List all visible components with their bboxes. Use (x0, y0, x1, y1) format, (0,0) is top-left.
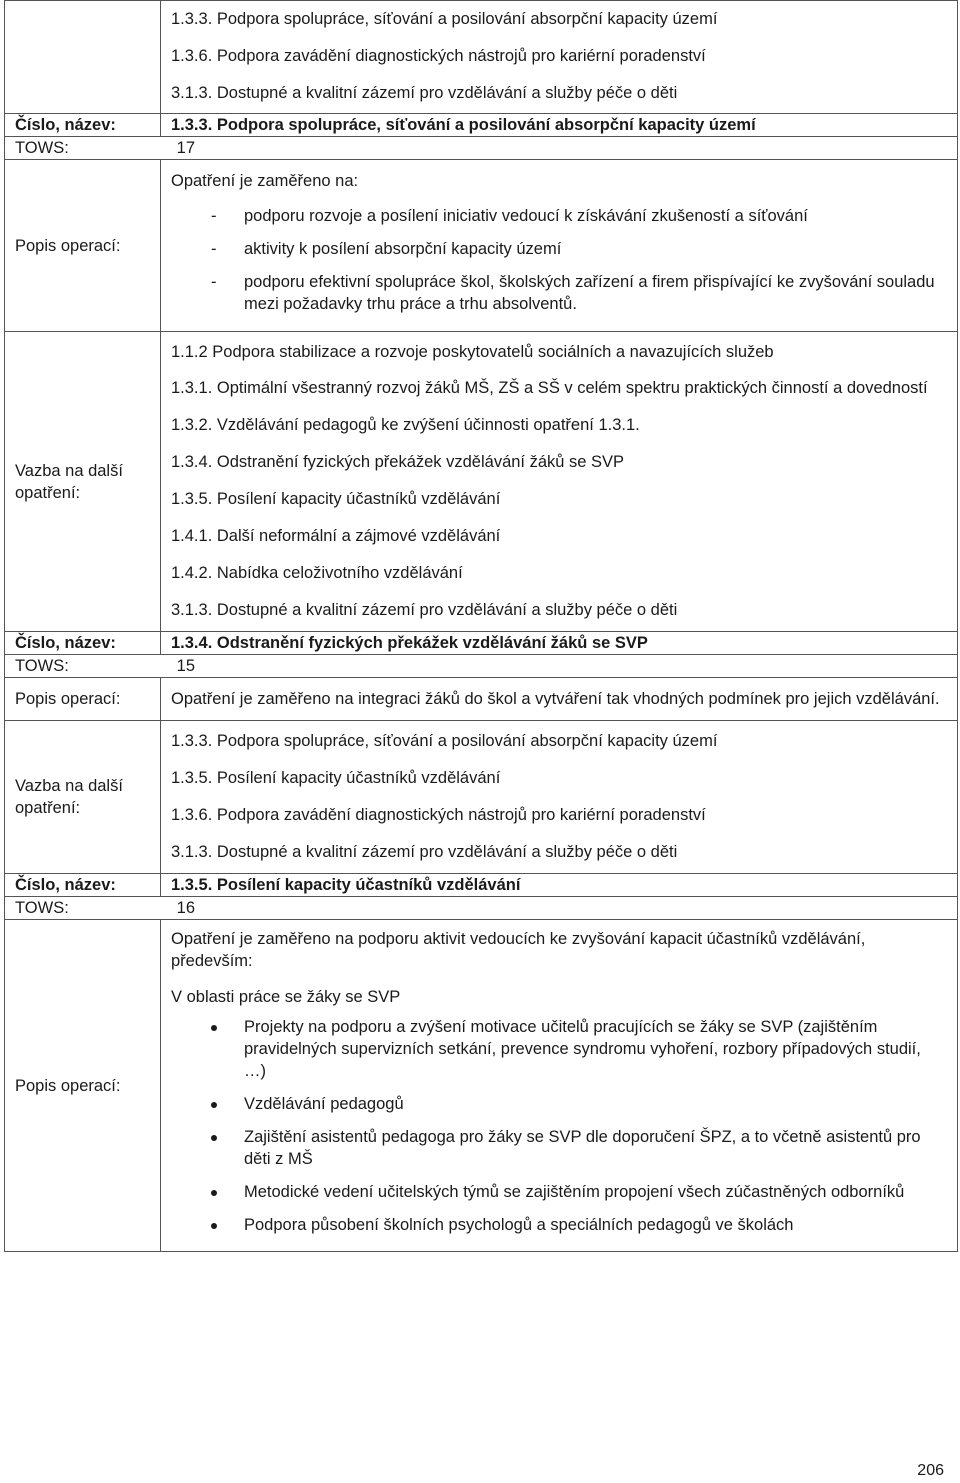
bullet-icon (211, 1102, 217, 1108)
popis-intro: Opatření je zaměřeno na podporu aktivit vedoucích ke zvyšování kapacit účastníků vzdělávání, především: (171, 930, 866, 970)
link-line: 1.3.5. Posílení kapacity účastníků vzdělávání (171, 490, 501, 508)
list-item (211, 1016, 947, 1082)
tows-label: TOWS: (15, 139, 69, 157)
empty-label-cell (5, 1, 161, 114)
section-a-popis (161, 160, 958, 332)
popis-intro: Opatření je zaměřeno na: (171, 172, 359, 190)
prev-links-row (5, 1, 958, 114)
link-line: 3.1.3. Dostupné a kvalitní zázemí pro vzdělávání a služby péče o děti (171, 84, 678, 102)
list-item: - podporu rozvoje a posílení iniciativ vedoucí k získávání zkušeností a síťování (211, 205, 947, 227)
vazba-label-line: Vazba na další (15, 777, 123, 795)
link-line: 1.3.6. Podpora zavádění diagnostických nástrojů pro kariérní poradenství (171, 806, 706, 824)
tows-value: 16 (176, 899, 195, 917)
list-item-text: Metodické vedení učitelských týmů se zajištěním propojení všech zúčastněných odborníků (244, 1183, 905, 1201)
list-item (211, 1181, 947, 1203)
bullet-list (171, 1016, 947, 1236)
tows-label: TOWS: (15, 657, 69, 675)
bullet-icon (211, 1135, 217, 1141)
tows-label: TOWS: (15, 899, 69, 917)
link-line: 1.3.2. Vzdělávání pedagogů ke zvýšení účinnosti opatření 1.3.1. (171, 416, 640, 434)
link-line: 1.4.2. Nabídka celoživotního vzdělávání (171, 564, 463, 582)
section-c-popis-row (5, 920, 958, 1252)
section-b-popis-row (5, 678, 958, 721)
cislo-label: Číslo, název: (5, 874, 161, 897)
section-a-title: 1.3.3. Podpora spolupráce, síťování a posilování absorpční kapacity území (161, 114, 958, 137)
link-line: 1.3.3. Podpora spolupráce, síťování a posilování absorpční kapacity území (171, 10, 718, 28)
vazba-label (5, 332, 161, 632)
list-item-text: Podpora působení školních psychologů a speciálních pedagogů ve školách (244, 1216, 794, 1234)
list-item (211, 1126, 947, 1170)
section-b-vazba-row (5, 721, 958, 874)
page-number: 206 (917, 1462, 944, 1479)
cislo-label: Číslo, název: (5, 114, 161, 137)
vazba-label (5, 721, 161, 874)
popis-label: Popis operací: (5, 678, 161, 721)
link-line: 1.3.5. Posílení kapacity účastníků vzdělávání (171, 769, 501, 787)
section-b-links (161, 721, 958, 874)
vazba-label-line: opatření: (15, 483, 81, 502)
section-b-title: 1.3.4. Odstranění fyzických překážek vzdělávání žáků se SVP (161, 632, 958, 655)
link-line: 1.3.4. Odstranění fyzických překážek vzdělávání žáků se SVP (171, 453, 625, 471)
section-b-title-row (5, 632, 958, 655)
list-item-text: Zajištění asistentů pedagoga pro žáky se SVP dle doporučení ŠPZ, a to včetně asistentů pro děti z MŠ (244, 1128, 921, 1168)
tows-value: 15 (176, 657, 195, 675)
tows-value: 17 (176, 139, 195, 157)
section-b-tows-row (5, 655, 958, 678)
section-a-title-row (5, 114, 958, 137)
section-a-tows-row (5, 137, 958, 160)
tows-cell (5, 137, 958, 160)
dash-list (171, 205, 947, 315)
bullet-icon (211, 1223, 217, 1229)
tows-cell (5, 897, 958, 920)
section-a-links (161, 332, 958, 632)
section-c-tows-row (5, 897, 958, 920)
link-line: 1.3.6. Podpora zavádění diagnostických nástrojů pro kariérní poradenství (171, 47, 706, 65)
vazba-label-line: Vazba na další (15, 461, 123, 480)
list-item (211, 1214, 947, 1236)
link-line: 1.3.3. Podpora spolupráce, síťování a posilování absorpční kapacity území (171, 732, 718, 750)
link-line: 3.1.3. Dostupné a kvalitní zázemí pro vzdělávání a služby péče o děti (171, 843, 678, 861)
section-c-popis (161, 920, 958, 1252)
list-item-text: Vzdělávání pedagogů (244, 1095, 404, 1113)
section-b-popis: Opatření je zaměřeno na integraci žáků do škol a vytváření tak vhodných podmínek pro jejich vzdělávání. (161, 678, 958, 721)
link-line: 1.4.1. Další neformální a zájmové vzdělávání (171, 527, 501, 545)
popis-label: Popis operací: (5, 160, 161, 332)
list-item: - podporu efektivní spolupráce škol, školských zařízení a firem přispívající ke zvyšování souladu mezi požadavky trhu práce a trhu absolventů. (211, 271, 947, 315)
popis-label: Popis operací: (5, 920, 161, 1252)
bullet-icon (211, 1025, 217, 1031)
link-line: 1.3.1. Optimální všestranný rozvoj žáků MŠ, ZŠ a SŠ v celém spektru praktických činností a dovedností (171, 379, 928, 397)
tows-cell (5, 655, 958, 678)
list-item-text: Projekty na podporu a zvýšení motivace učitelů pracujících se žáky se SVP (zajištěním pravidelných supervizních setkání, prevence syndromu vyhoření, rozbory případových studií, …) (244, 1018, 921, 1080)
link-line: 3.1.3. Dostupné a kvalitní zázemí pro vzdělávání a služby péče o děti (171, 601, 678, 619)
section-c-title-row (5, 874, 958, 897)
prev-links-cell (161, 1, 958, 114)
link-line: 1.1.2 Podpora stabilizace a rozvoje poskytovatelů sociálních a navazujících služeb (171, 343, 774, 361)
bullet-icon (211, 1190, 217, 1196)
popis-subhead: V oblasti práce se žáky se SVP (171, 988, 401, 1006)
list-item (211, 1093, 947, 1115)
vazba-label-line: opatření: (15, 799, 81, 817)
measures-table (4, 0, 958, 1252)
section-c-title: 1.3.5. Posílení kapacity účastníků vzdělávání (161, 874, 958, 897)
list-item: - aktivity k posílení absorpční kapacity území (211, 238, 947, 260)
section-a-popis-row (5, 160, 958, 332)
section-a-vazba-row (5, 332, 958, 632)
cislo-label: Číslo, název: (5, 632, 161, 655)
